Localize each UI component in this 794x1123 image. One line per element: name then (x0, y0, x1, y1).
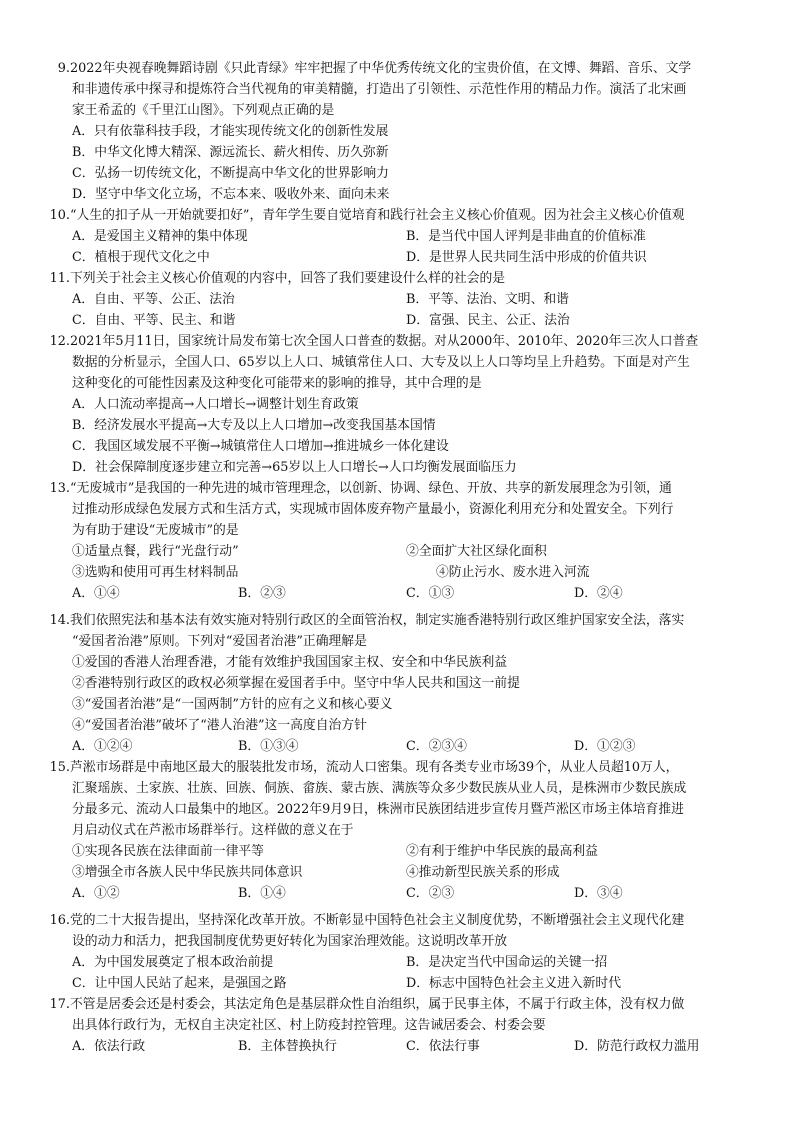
statement-item: ②香港特别行政区的政权必须掌握在爱国者手中。坚守中华人民共和国这一前提 (72, 676, 520, 691)
question-14 (48, 610, 778, 757)
question-number: 15. (49, 760, 70, 775)
question-10 (48, 205, 778, 268)
statement-item: ④“爱国者治港”破坏了“港人治港”这一高度自治方针 (72, 718, 367, 733)
option-a[interactable]: A．①②④ (72, 739, 133, 754)
option-c[interactable]: C．弘扬一切传统文化，不断提高中华文化的世界影响力 (72, 166, 389, 181)
question-stem-line: 和非遗传承中探寻和提炼符合当代视角的审美精髓，打造出了引领性、示范性作用的精品力作。演活了北宋画 (72, 82, 687, 97)
option-a[interactable]: A．①④ (72, 586, 120, 601)
option-d[interactable]: D．标志中国特色社会主义进入新时代 (406, 976, 622, 991)
question-stem-line: 过推动形成绿色发展方式和生活方式，实现城市固体废弃物产量最小，资源化利用充分和处置安全。下列行 (72, 502, 674, 517)
option-d[interactable]: D．①②③ (574, 739, 636, 754)
question-number: 12. (49, 334, 70, 349)
option-a[interactable]: A．①② (72, 886, 120, 901)
question-number: 16. (49, 913, 70, 928)
statement-item: ③选购和使用可再生材料制品 (72, 565, 239, 580)
statement-item: ③“爱国者治港”是“一国两制”方针的应有之义和核心要义 (72, 697, 393, 712)
question-stem-line: 党的二十大报告提出，坚持深化改革开放。不断彰显中国特色社会主义制度优势，不断增强社会主义现代化建 (70, 913, 685, 928)
option-a[interactable]: A．自由、平等、公正、法治 (72, 292, 235, 307)
option-a[interactable]: A．是爱国主义精神的集中体现 (72, 229, 248, 244)
option-a[interactable]: A．为中国发展奠定了根本政治前提 (72, 955, 274, 970)
question-number: 11. (49, 271, 70, 286)
statement-item: ③增强全市各族人民中华民族共同体意识 (72, 865, 303, 880)
question-stem-line: 我们依照宪法和基本法有效实施对特别行政区的全面管治权，制定实施香港特别行政区维护国家安全法，落实 (70, 613, 685, 628)
question-17 (48, 994, 778, 1057)
question-stem-line: “爱国者治港”原则。下列对“爱国者治港”正确理解是 (72, 634, 367, 649)
statement-item: ④推动新型民族关系的形成 (406, 865, 560, 880)
question-12 (48, 331, 778, 478)
statement-item: ②有利于维护中华民族的最高利益 (406, 844, 598, 859)
option-b[interactable]: B．经济发展水平提高→大专及以上人口增加→改变我国基本国情 (72, 418, 436, 433)
option-d[interactable]: D．是世界人民共同生活中形成的价值共识 (406, 250, 647, 265)
question-stem-line: 数据的分析显示，全国人口、65岁以上人口、城镇常住人口、大专及以上人口等均呈上升趋势。下面是对产生 (72, 355, 690, 370)
question-stem-line: 2021年5月11日，国家统计局发布第七次全国人口普查的数据。对从2000年、2010年、2020年三次人口普查 (70, 334, 699, 349)
option-b[interactable]: B．是决定当代中国命运的关键一招 (406, 955, 608, 970)
question-13 (48, 478, 778, 604)
question-11 (48, 268, 778, 331)
option-b[interactable]: B．②③ (238, 586, 286, 601)
question-stem-line: 出具体行政行为，无权自主决定社区、村上防疫封控管理。这告诫居委会、村委会要 (72, 1018, 546, 1033)
option-b[interactable]: B．①④ (238, 886, 286, 901)
option-c[interactable]: C．自由、平等、民主、和谐 (72, 313, 236, 328)
option-b[interactable]: B．平等、法治、文明、和谐 (406, 292, 569, 307)
question-number: 14. (49, 613, 70, 628)
question-stem-line: “人生的扣子从一开始就要扣好”，青年学生要自觉培育和践行社会主义核心价值观。因为社会主义核心价值观 (70, 208, 685, 223)
statement-item: ①适量点餐，践行“光盘行动” (72, 544, 239, 559)
question-stem-line: 不管是居委会还是村委会，其法定角色是基层群众性自治组织，属于民事主体，不属于行政主体，没有权力做 (70, 997, 685, 1012)
option-c[interactable]: C．我国区域发展不平衡→城镇常住人口增加→推进城乡一体化建设 (72, 439, 449, 454)
question-stem-line: 汇聚瑶族、土家族、壮族、回族、侗族、畲族、蒙古族、满族等众多少数民族从业人员，是株洲市少数民族成 (72, 781, 687, 796)
option-c[interactable]: C．②③ (406, 886, 455, 901)
question-9 (48, 58, 778, 205)
question-stem-line: 为有助于建设“无废城市”的是 (72, 523, 239, 538)
question-stem-line: 这种变化的可能性因素及这种变化可能带来的影响的推导，其中合理的是 (72, 376, 482, 391)
option-d[interactable]: D．②④ (574, 586, 623, 601)
question-stem-line: “无废城市”是我国的一种先进的城市管理理念，以创新、协调、绿色、开放、共享的新发展理念为引领，通 (70, 481, 672, 496)
option-b[interactable]: B．是当代中国人评判是非曲直的价值标准 (406, 229, 646, 244)
question-number: 9. (57, 61, 70, 76)
option-d[interactable]: D．富强、民主、公正、法治 (406, 313, 570, 328)
option-a[interactable]: A．人口流动率提高→人口增长→调整计划生育政策 (72, 397, 359, 412)
question-stem-line: 设的动力和活力，把我国制度优势更好转化为国家治理效能。这说明改革开放 (72, 934, 508, 949)
question-stem-line: 家王希孟的《千里江山图》。下列观点正确的是 (72, 103, 335, 118)
option-a[interactable]: A．只有依靠科技手段，才能实现传统文化的创新性发展 (72, 124, 389, 139)
option-b[interactable]: B．主体替换执行 (238, 1039, 337, 1054)
question-stem-line: 芦淞市场群是中南地区最大的服装批发市场，流动人口密集。现有各类专业市场39个，从业人员超10万人， (70, 760, 679, 775)
question-stem-line: 分最多元、流动人口最集中的地区。2022年9月9日，株洲市民族团结进步宣传月暨芦淞区市场主体培育推进 (72, 802, 684, 817)
option-c[interactable]: C．②③④ (406, 739, 467, 754)
option-c[interactable]: C．让中国人民站了起来，是强国之路 (72, 976, 287, 991)
option-b[interactable]: B．中华文化博大精深、源远流长、薪火相传、历久弥新 (72, 145, 389, 160)
option-d[interactable]: D．坚守中华文化立场，不忘本来、吸收外来、面向未来 (72, 187, 390, 202)
statement-item: ④防止污水、废水进入河流 (436, 565, 590, 580)
question-stem-line: 月启动仪式在芦淞市场群举行。这样做的意义在于 (72, 823, 354, 838)
question-15 (48, 757, 778, 904)
statement-item: ①实现各民族在法律面前一律平等 (72, 844, 264, 859)
question-stem-line: 下列关于社会主义核心价值观的内容中，回答了我们要建设什么样的社会的是 (70, 271, 506, 286)
question-16 (48, 910, 778, 994)
statement-item: ①爱国的香港人治理香港，才能有效维护我国国家主权、安全和中华民族利益 (72, 655, 508, 670)
statement-item: ②全面扩大社区绿化面积 (406, 544, 547, 559)
question-number: 10. (49, 208, 70, 223)
option-d[interactable]: D．防范行政权力滥用 (574, 1039, 700, 1054)
question-number: 17. (49, 997, 70, 1012)
question-number: 13. (49, 481, 70, 496)
option-c[interactable]: C．①③ (406, 586, 455, 601)
option-c[interactable]: C．依法行事 (406, 1039, 480, 1054)
question-stem-line: 2022年央视春晚舞蹈诗剧《只此青绿》牢牢把握了中华优秀传统文化的宝贵价值，在文博、舞蹈、音乐、文学 (70, 61, 692, 76)
option-a[interactable]: A．依法行政 (72, 1039, 146, 1054)
option-d[interactable]: D．③④ (574, 886, 623, 901)
option-d[interactable]: D．社会保障制度逐步建立和完善→65岁以上人口增长→人口均衡发展面临压力 (72, 460, 517, 475)
option-b[interactable]: B．①③④ (238, 739, 299, 754)
option-c[interactable]: C．植根于现代文化之中 (72, 250, 210, 265)
